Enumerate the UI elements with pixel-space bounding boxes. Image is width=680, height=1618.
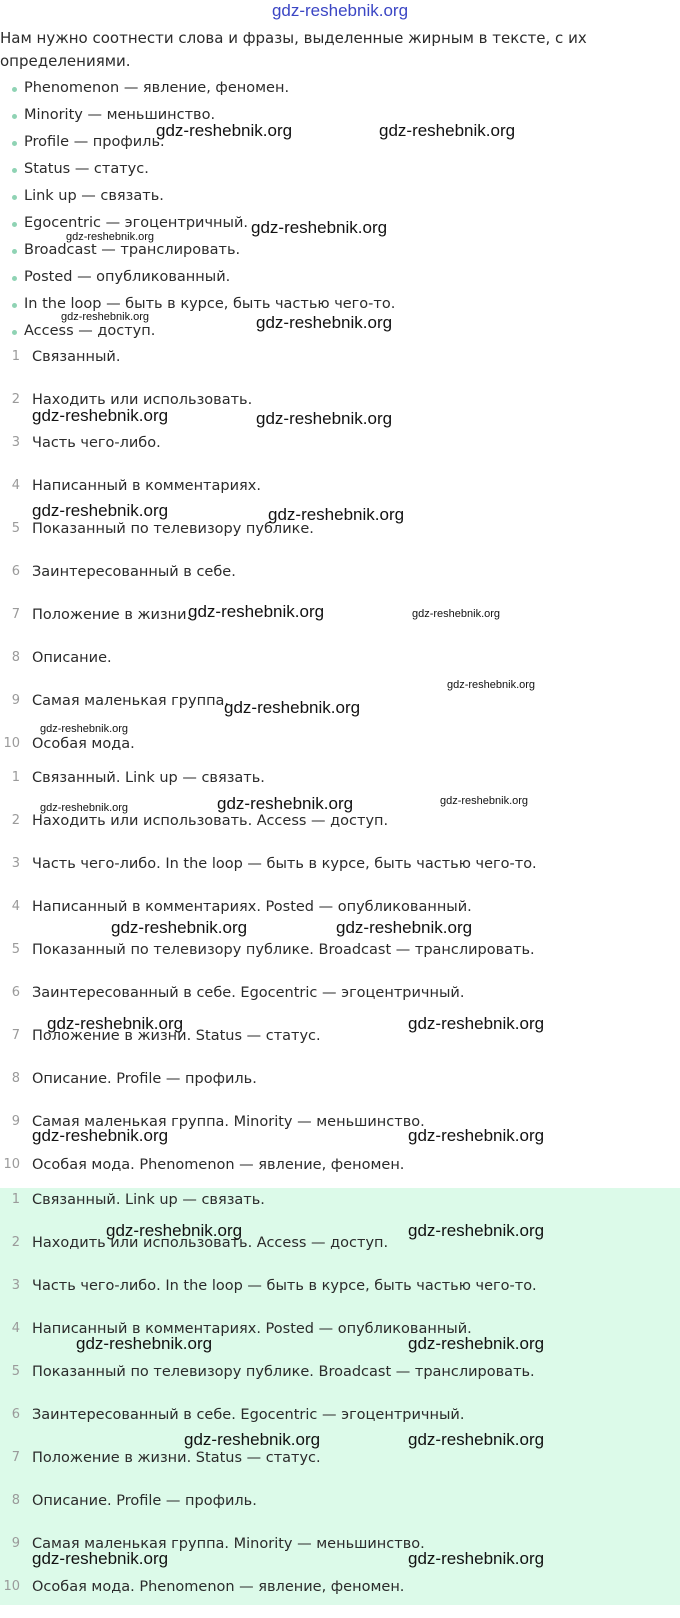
watermark: gdz-reshebnik.org [156,121,293,140]
bullet-dot-icon [12,249,17,254]
bullet-dot-icon [12,168,17,173]
item-number: 3 [11,435,20,450]
item-number: 2 [11,813,20,828]
item-text: Находить или использовать. Access — доступ. [32,1235,389,1251]
list-item [0,1024,680,1067]
watermark: gdz-reshebnik.org [408,1126,545,1145]
item-number: 3 [11,1278,20,1293]
term-text: Link up — связать. [24,188,164,204]
item-text: Написанный в комментариях. Posted — опубликованный. [32,899,472,915]
list-item [0,689,680,732]
item-text: Самая маленькая группа. [32,693,230,709]
item-text: Описание. [32,650,112,666]
item-text: Заинтересованный в себе. [32,564,236,580]
term-item [0,102,395,129]
item-number: 8 [11,1493,20,1508]
item-text: Самая маленькая группа. Minority — меньшинство. [32,1536,425,1552]
item-number: 5 [11,521,20,536]
item-text: Написанный в комментариях. [32,478,261,494]
item-text: Связанный. Link up — связать. [32,1192,265,1208]
term-item [0,210,395,237]
watermark: gdz-reshebnik.org [47,1014,184,1033]
item-text: Находить или использовать. Access — доступ. [32,813,389,829]
watermark: gdz-reshebnik.org [32,1549,169,1568]
list-item [0,1067,680,1110]
item-text: Положение в жизни. Status — статус. [32,1028,321,1044]
item-number: 6 [11,985,20,1000]
term-text: In the loop — быть в курсе, быть частью чего-то. [24,296,396,312]
list-item [0,1446,680,1489]
item-number: 6 [11,564,20,579]
term-text: Egocentric — эгоцентричный. [24,215,249,231]
term-text: Phenomenon — явление, феномен. [24,80,290,96]
item-text: Заинтересованный в себе. Egocentric — эгоцентричный. [32,1407,465,1423]
item-text: Связанный. [32,349,121,365]
term-item [0,318,395,345]
item-number: 5 [11,1364,20,1379]
watermark: gdz-reshebnik.org [76,1334,213,1353]
item-number: 7 [11,607,20,622]
item-number: 10 [3,1157,20,1172]
term-item [0,264,395,291]
item-text: Особая мода. Phenomenon — явление, феномен. [32,1157,405,1173]
watermark: gdz-reshebnik.org [106,1221,243,1240]
watermark: gdz-reshebnik.org [224,698,361,717]
item-number: 10 [3,736,20,751]
list-item [0,981,680,1024]
item-number: 1 [11,1192,20,1207]
bullet-dot-icon [12,114,17,119]
item-number: 3 [11,856,20,871]
item-number: 9 [11,1114,20,1129]
item-number: 8 [11,650,20,665]
term-text: Access — доступ. [24,323,156,339]
bullet-dot-icon [12,222,17,227]
watermark: gdz-reshebnik.org [408,1014,545,1033]
answers-highlighted-list [0,1188,680,1605]
watermark: gdz-reshebnik.org [184,1430,321,1449]
list-item [0,1532,680,1575]
item-text: Особая мода. Phenomenon — явление, феномен. [32,1579,405,1595]
item-text: Заинтересованный в себе. Egocentric — эгоцентричный. [32,985,465,1001]
item-text: Часть чего-либо. In the loop — быть в курсе, быть частью чего-то. [32,856,537,872]
item-number: 4 [11,1321,20,1336]
watermark: gdz-reshebnik.org [61,311,150,323]
watermark: gdz-reshebnik.org [256,409,393,428]
list-item [0,766,680,809]
watermark: gdz-reshebnik.org [111,918,248,937]
list-item [0,895,680,938]
bullet-dot-icon [12,303,17,308]
watermark: gdz-reshebnik.org [440,795,529,807]
item-number: 9 [11,1536,20,1551]
term-text: Broadcast — транслировать. [24,242,241,258]
watermark: gdz-reshebnik.org [251,218,388,237]
list-item [0,1188,680,1231]
watermark: gdz-reshebnik.org [40,723,129,735]
list-item [0,809,680,852]
list-item [0,560,680,603]
watermark: gdz-reshebnik.org [66,231,155,243]
item-text: Описание. Profile — профиль. [32,1493,257,1509]
watermark: gdz-reshebnik.org [40,802,129,814]
list-item [0,431,680,474]
definitions-list [0,345,680,775]
watermark: gdz-reshebnik.org [217,794,354,813]
item-text: Описание. Profile — профиль. [32,1071,257,1087]
list-item [0,1274,680,1317]
item-text: Находить или использовать. [32,392,253,408]
item-text: Часть чего-либо. In the loop — быть в курсе, быть частью чего-то. [32,1278,537,1294]
item-number: 6 [11,1407,20,1422]
list-item [0,1489,680,1532]
list-item [0,938,680,981]
item-text: Особая мода. [32,736,135,752]
list-item [0,1317,680,1360]
list-item [0,474,680,517]
term-text: Minority — меньшинство. [24,107,216,123]
item-number: 1 [11,349,20,364]
intro-text: Нам нужно соотнести слова и фразы, выделенные жирным в тексте, с их определениями. [0,29,587,70]
term-item [0,183,395,210]
term-item [0,156,395,183]
watermark: gdz-reshebnik.org [336,918,473,937]
list-item [0,603,680,646]
watermark: gdz-reshebnik.org [408,1221,545,1240]
bullet-dot-icon [12,141,17,146]
list-item [0,345,680,388]
list-item [0,1403,680,1446]
item-text: Показанный по телевизору публике. [32,521,314,537]
item-text: Положение в жизни. [32,607,192,623]
item-text: Связанный. Link up — связать. [32,770,265,786]
header-watermark-link[interactable]: gdz-reshebnik.org [271,1,409,20]
item-number: 5 [11,942,20,957]
item-number: 7 [11,1450,20,1465]
list-item [0,1231,680,1274]
list-item [0,646,680,689]
bullet-dot-icon [12,195,17,200]
item-text: Часть чего-либо. [32,435,161,451]
term-text: Status — статус. [24,161,149,177]
term-item [0,75,395,102]
bullet-dot-icon [12,330,17,335]
watermark: gdz-reshebnik.org [32,1126,169,1145]
item-text: Положение в жизни. Status — статус. [32,1450,321,1466]
item-number: 1 [11,770,20,785]
item-text: Показанный по телевизору публике. Broadcast — транслировать. [32,1364,535,1380]
item-number: 10 [3,1579,20,1594]
term-text: Posted — опубликованный. [24,269,231,285]
bullet-dot-icon [12,87,17,92]
list-item [0,852,680,895]
item-number: 9 [11,693,20,708]
term-text: Profile — профиль. [24,134,165,150]
watermark: gdz-reshebnik.org [32,501,169,520]
watermark: gdz-reshebnik.org [408,1334,545,1353]
item-number: 2 [11,392,20,407]
bullet-dot-icon [12,276,17,281]
item-text: Написанный в комментариях. Posted — опубликованный. [32,1321,472,1337]
watermark: gdz-reshebnik.org [268,505,405,524]
item-text: Показанный по телевизору публике. Broadcast — транслировать. [32,942,535,958]
answers-list [0,766,680,1196]
watermark: gdz-reshebnik.org [32,406,169,425]
terms-list [0,75,395,345]
term-item [0,129,395,156]
item-number: 2 [11,1235,20,1250]
watermark: gdz-reshebnik.org [379,121,516,140]
term-item [0,291,395,318]
item-number: 8 [11,1071,20,1086]
term-item [0,237,395,264]
item-number: 4 [11,899,20,914]
watermark: gdz-reshebnik.org [408,1430,545,1449]
list-item [0,1110,680,1153]
item-number: 7 [11,1028,20,1043]
watermark: gdz-reshebnik.org [256,313,393,332]
list-item [0,1360,680,1403]
item-number: 4 [11,478,20,493]
item-text: Самая маленькая группа. Minority — меньшинство. [32,1114,425,1130]
list-item [0,1575,680,1618]
watermark: gdz-reshebnik.org [412,608,501,620]
list-item [0,388,680,431]
watermark: gdz-reshebnik.org [188,602,325,621]
list-item [0,517,680,560]
watermark: gdz-reshebnik.org [408,1549,545,1568]
watermark: gdz-reshebnik.org [447,679,536,691]
